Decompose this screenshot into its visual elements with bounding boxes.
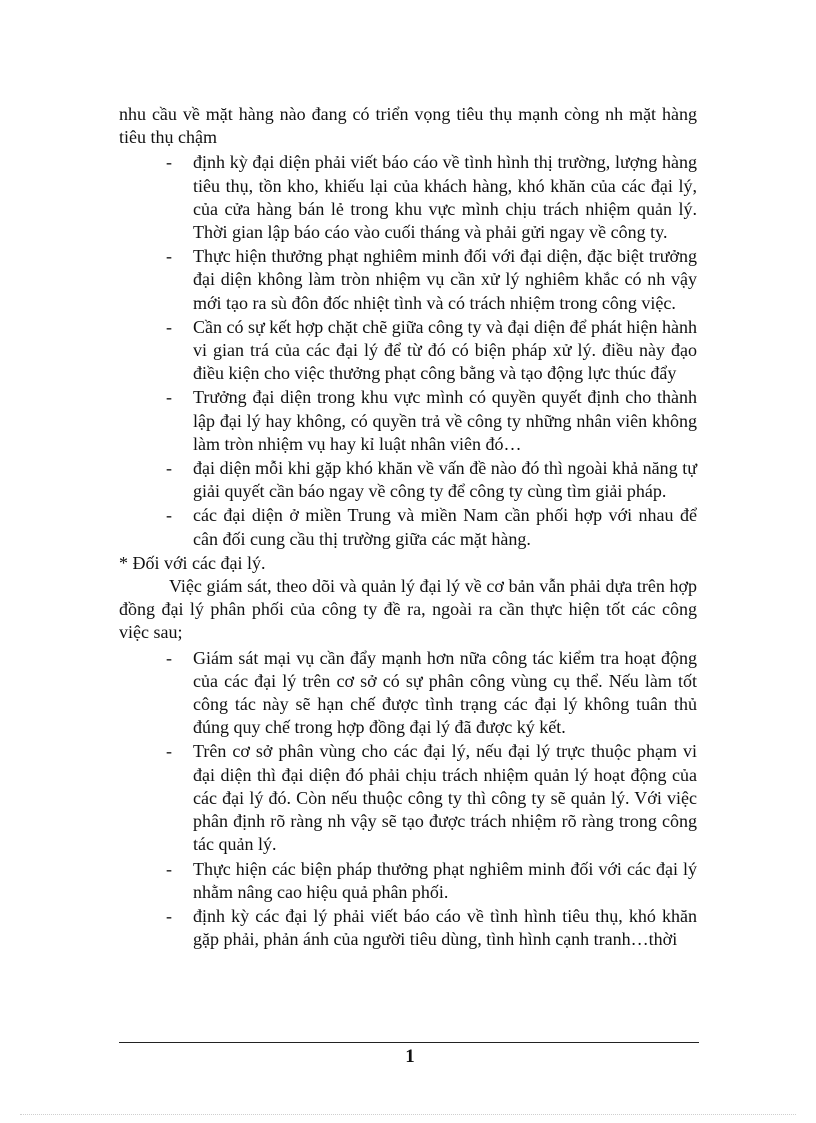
dash-bullet: -: [166, 152, 172, 173]
list-item: [119, 151, 697, 244]
agents-list: [119, 647, 697, 952]
list-item: [119, 740, 697, 856]
list-item-text: Giám sát mại vụ cần đẩy mạnh hơn nữa công tác kiểm tra hoạt động của các đại lý trên cơ sở có sự phân công vùng cụ thể. Nếu làm tốt công tác này sẽ hạn chế được tình trạng các đại lý không tuân thủ đúng quy chế trong hợp đồng đại lý đã được ký kết.: [193, 647, 697, 738]
footer-divider: [119, 1042, 699, 1043]
opening-paragraph: nhu cầu về mặt hàng nào đang có triển vọng tiêu thụ mạnh còng nh mặt hàng tiêu thụ chậm: [119, 104, 697, 148]
dash-bullet: -: [166, 316, 172, 337]
list-item: [119, 457, 697, 503]
list-item-text: Thực hiện thưởng phạt nghiêm minh đối với đại diện, đặc biệt trưởng đại diện không làm tròn nhiệm vụ cần xử lý nghiêm khắc có nh vậy mới tạo ra sù đôn đốc nhiệt tình và có trách nhiệm trong công việc.: [193, 246, 697, 313]
list-item: [119, 858, 697, 904]
dash-bullet: -: [166, 647, 172, 668]
dash-bullet: -: [166, 905, 172, 926]
dash-bullet: -: [166, 458, 172, 479]
list-item-text: đại diện mỗi khi gặp khó khăn về vấn đề nào đó thì ngoài khả năng tự giải quyết cần báo ngay về công ty để công ty cùng tìm giải pháp.: [193, 458, 697, 502]
list-item-text: Trên cơ sở phân vùng cho các đại lý, nếu đại lý trực thuộc phạm vi đại diện thì đại diện đó phải chịu trách nhiệm quản lý hoạt động của các đại lý đó. Còn nếu thuộc công ty thì công ty sẽ quản lý. Với việc phân định rõ ràng nh vậy sẽ tạo được trách nhiệm rõ ràng trong công tác quản lý.: [193, 741, 697, 855]
dash-bullet: -: [166, 858, 172, 879]
list-item-text: Trưởng đại diện trong khu vực mình có quyền quyết định cho thành lập đại lý hay không, có quyền trả về công ty những nhân viên không làm tròn nhiệm vụ hay kỉ luật nhân viên đó…: [193, 387, 697, 454]
list-item-text: Cần có sự kết hợp chặt chẽ giữa công ty và đại diện để phát hiện hành vi gian trá của các đại lý để từ đó có biện pháp xử lý. điều này đạo điều kiện cho việc thưởng phạt công bằng và tạo động lực thúc đẩy: [193, 316, 697, 384]
agents-heading: * Đối với các đại lý.: [119, 552, 266, 573]
list-item: [119, 647, 697, 740]
page-content: [119, 103, 697, 952]
dash-bullet: -: [166, 387, 172, 408]
page-bottom-dotted-border: [20, 1114, 796, 1115]
dash-bullet: -: [166, 505, 172, 526]
representative-list: [119, 151, 697, 550]
list-item-text: các đại diện ở miền Trung và miền Nam cần phối hợp với nhau để cân đối cung cầu thị trường giữa các mặt hàng.: [193, 505, 697, 549]
list-item: [119, 245, 697, 315]
list-item-text: Thực hiện các biện pháp thưởng phạt nghiêm minh đối với các đại lý nhằm nâng cao hiệu quả phân phối.: [193, 858, 697, 902]
list-item: [119, 386, 697, 456]
page-number: 1: [405, 1046, 415, 1067]
list-item: [119, 504, 697, 550]
list-item-text: định kỳ đại diện phải viết báo cáo về tình hình thị trường, lượng hàng tiêu thụ, tồn kho, khiếu lại của khách hàng, khó khăn của các đại lý, của cửa hàng bán lẻ trong khu vực mình chịu trách nhiệm quản lý. Thời gian lập báo cáo vào cuối tháng và phải gửi ngay về công ty.: [193, 152, 697, 243]
list-item: [119, 905, 697, 951]
dash-bullet: -: [166, 741, 172, 762]
list-item-text: định kỳ các đại lý phải viết báo cáo về tình hình tiêu thụ, khó khăn gặp phải, phản ánh của người tiêu dùng, tình hình cạnh tranh…thời: [193, 905, 697, 950]
dash-bullet: -: [166, 246, 172, 267]
list-item: [119, 316, 697, 386]
agents-intro-paragraph: Việc giám sát, theo dõi và quản lý đại lý về cơ bản vẫn phải dựa trên hợp đồng đại lý phân phối của công ty đề ra, ngoài ra cần thực hiện tốt các công việc sau;: [119, 576, 697, 643]
